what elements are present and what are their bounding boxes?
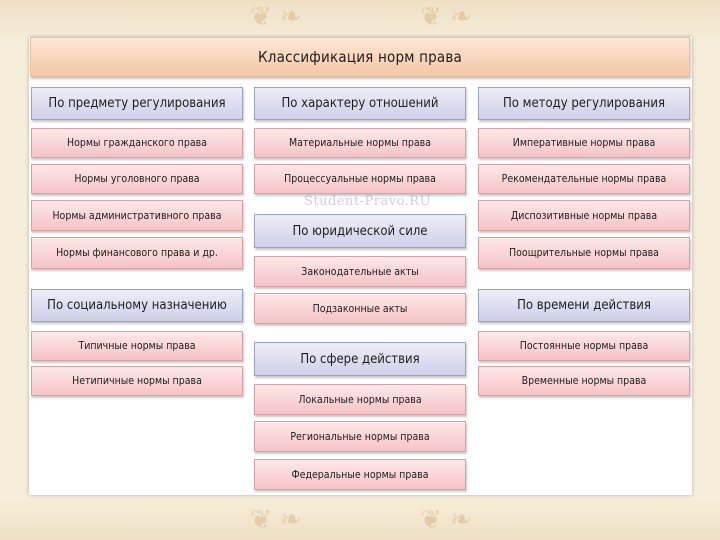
item-imperative-norms: Императивные нормы права [478,128,690,158]
item-local-norms: Локальные нормы права [254,384,466,415]
header-by-relations: По характеру отношений [254,87,466,120]
item-recommendatory-norms: Рекомендательные нормы права [478,164,690,194]
item-procedural-norms: Процессуальные нормы права [254,164,466,194]
ornament-top-right: ❦ ❧ [420,2,472,32]
item-legislative-acts: Законодательные акты [254,256,466,287]
header-by-subject: По предмету регулирования [31,87,243,120]
item-federal-norms: Федеральные нормы права [254,459,466,490]
item-material-norms: Материальные нормы права [254,128,466,158]
ornament-bottom-left: ❦ ❧ [250,505,302,535]
decorative-bottom-band [0,500,720,540]
ornament-bottom-right: ❦ ❧ [420,505,472,535]
item-permanent-norms: Постоянные нормы права [478,331,690,361]
item-regional-norms: Региональные нормы права [254,421,466,452]
item-temporary-norms: Временные нормы права [478,366,690,396]
header-by-legal-force: По юридической силе [254,214,466,248]
item-administrative-law: Нормы административного права [31,200,243,231]
item-civil-law: Нормы гражданского права [31,128,243,158]
diagram-title: Классификация норм права [30,37,690,77]
header-by-method: По методу регулирования [478,87,690,120]
item-typical-norms: Типичные нормы права [31,331,243,361]
item-financial-law: Нормы финансового права и др. [31,237,243,269]
item-bylaws: Подзаконные акты [254,293,466,324]
item-atypical-norms: Нетипичные нормы права [31,366,243,396]
decorative-top-band [0,0,720,40]
header-by-social-purpose: По социальному назначению [31,289,243,322]
item-incentive-norms: Поощрительные нормы права [478,237,690,269]
header-by-time: По времени действия [478,289,690,322]
header-by-scope: По сфере действия [254,342,466,376]
watermark-text: Student-Pravo.RU [304,194,432,209]
ornament-top-left: ❦ ❧ [250,2,302,32]
item-dispositive-norms: Диспозитивные нормы права [478,200,690,231]
item-criminal-law: Нормы уголовного права [31,164,243,194]
